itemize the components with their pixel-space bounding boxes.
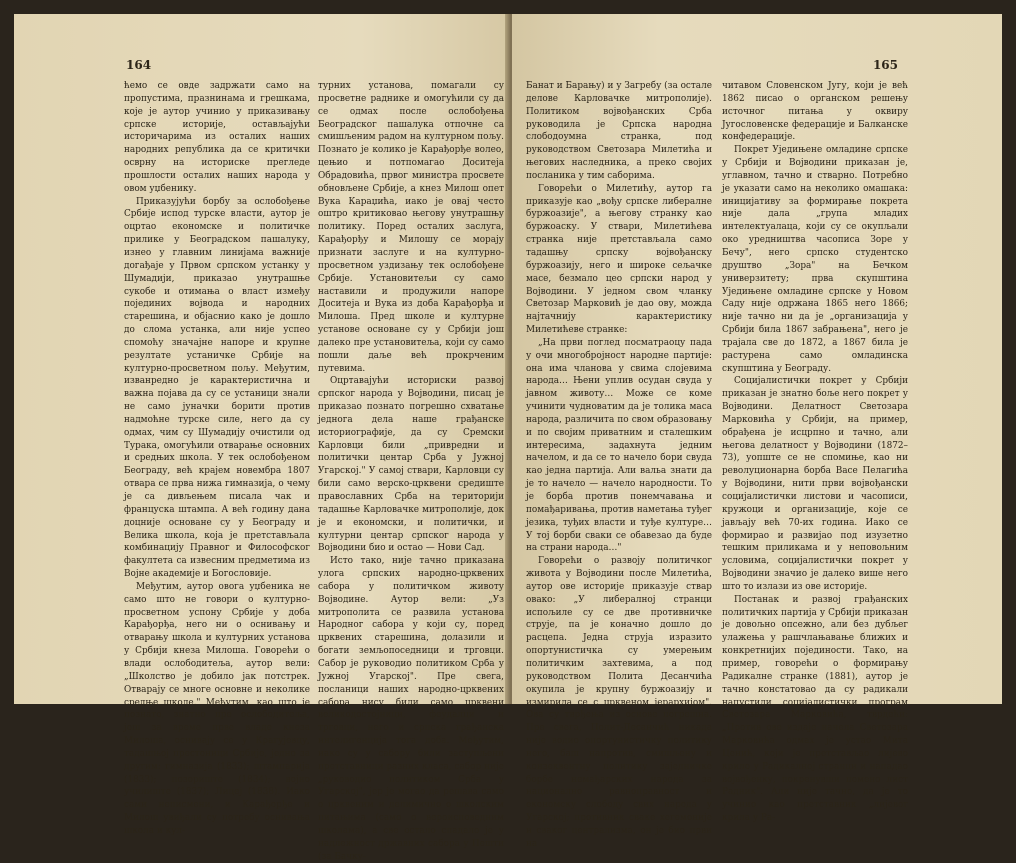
paragraph: „На први поглед посматраоцу пада у очи многобројност народне партије: она има чланова у свима слојевима народа… Њени уплив осудан свуда у јавном животу… Може се коме учинити чудноватим да је толика маса народа, различита по свом образовању и по својим приватним и сталешким интересима, задахнута једним начелом, и да се то начело бори свуда као једна партија. Али вальа знати да је то начело — начело народности. То је борба против понемчавања и помађаривања, против наметања туђег језика, туђих власти и туђе културе… У тој борби сваки се обавезао да буде на страни народа…" (526, 337, 712, 554)
paragraph: Банат и Барању) и у Загребу (за остале делове Карловачке митрополије). Политиком војвођанских Срба руководила је Српска народна слободоумна странка, под руководством Светозара Милетића и његових наследника, а преко својих посланика у тим саборима. (526, 81, 712, 181)
paragraph: Оцртавајући историски развој српског народа у Војводини, писац је приказао познато погрешно схватање једнога дела наше грађанске историографије, да су Сремски Карловци били „привредни и политички центар Срба у Јужној Угарској." У самој ствари, Карловци су били само верско-црквени средиште православних Срба на територији тадашње Карловачке митрополије, док је и економски, и политички, и културни центар српског народа у Војводини био и остао — Нови Сад. (318, 376, 504, 554)
page-number: 164 (126, 58, 152, 72)
paragraph: Покрет Уједињене омладине српске у Србији и Војводини приказан је, углавном, тачно и стварно. Потребно је указати само на неколико омашака: иницијативу за формирање покрета није дала „група младих интелектуалаца, који су се окупљали око уредништва часописа Зоре у Бечу", него српско студентско друштво „Зора" на Бечком универзитету; прва скупштина Уједињене омладине српске у Новом Саду није одржана 1865 него 1866; није тачно ни да је „организација у Србији била 1867 забрањена", него је трајала све до 1872, а 1867 била је растурена само омладинска скупштина у Београду. (722, 145, 908, 374)
right-page (512, 14, 1002, 849)
paragraph: ћемо се овде задржати само на пропустима, празнинама и грешкама, које је аутор учинио у приказивању српске историје, остављајући историчарима из осталих наших народних република да се критички осврну на историске прегледе прошлости осталих наших народа у овом уџбенику. (124, 81, 310, 194)
paragraph: Постанак и развој грађанских политичких партија у Србији приказан је довољно опсежно, али без дубљег улажења у рашчлањавање ближих и конкретнијих појединости. Тако, на пример, говорећи о формирању Радикалне странке (1881), аутор је тачно констатовао да су радикали напустили социјалистички програм Светозара Марковића, тврдећи: „Против ове издаје начела Светозара Марковића одмах је устао Мита Ценић, који је претстављао лијево крило у Радикалној странци и нападао војвођенку, покренувши помено лист Радник". Али није тачно, да је то учинио као претставник „лијевог крила у Ра- (722, 594, 908, 824)
paragraph: Говорећи о развоју политичког живота у Војводини после Милетића, аутор ове историје приказује ствар овако: „У либералној странци испољиле су се две противничке струје, па је коначно дошло до расцепа. Једна струја изразито опортунистичка су умерењим политичким захтевима, а под руководством Полита Десанчића окупила је крупну буржоазију и измирила се с црквеном јерархијом". Ова су тврђења из основе погрешна. Пре свега, Полит-Десанчић никада није водио опортунистичку политику него, баш напротив, смишљену и конзеквентну политику заједничке борбе немађарских народа за национално равноправност и економску слободу свих народа у Угарској; противник сваке хегемоније и сваког централизма, он је био први на (526, 556, 712, 849)
paragraph: Приказујући борбу за ослобођење Србије испод турске власти, аутор је оцртао економске и политичке прилике у Београдском пашалуку, изнео у главним линијама важније догађаје у Првом српском устанку у Шумадији, приказао унутрашње сукобе и отимања о власт између појединих војвода и народних старешина, и објаснио како је дошло до слома устанка, али није успео спомоћу значајне напоре и крупне резултате устаничке Србије на културно-просветном пољу. Међутим, изванредно је карактеристична и важна појава да су се устаници знали не само јуначки борити против надмоћне турске силе, него да су одмах, чим су Шумадију очистили од Турака, омогућили отварање основних и средњих школа. У тек ослобођеном Београду, већ крајем новембра 1807 отвара се прва нижа гимназија, о чему је са дивљењем писала чак и француска штампа. А већ годину дана доцније основане су у Београду и Велика школа, која је претстављала комбинацију Правног и Философског факултета са извесним предметима из Војне академије и Богословије. (124, 196, 310, 580)
left-page (14, 14, 510, 862)
text-column (526, 80, 712, 851)
paragraph: турних установа, помагали су просветне раднике и омогућили су да се одмах после ослобођења Београдског пашалука отпочне са смишљеним радом на културном пољу. Познато је колико је Карађорђе волео, цењио и потпомагао Доситеја Обрадовића, првог министра просвете обновљене Србије, а кнез Милош опет Вука Караџића, иако је овај често оштро критиковао његову унутрашњу политику. Поред осталих заслуга, Карађорђу и Милошу се морају признати заслуге и на културно-просветном уздизању тек ослобођене Србије. Установитељи су само наставили и продужили напоре Доситеја и Вука из доба Карађорђа и Милоша. Пред школе и културне установе основане су у Србији још далеко пре установитеља, који су само пошли даље већ прокрченим путевима. (318, 81, 504, 374)
paragraph: Говорећи о Милетићу, аутор га приказује као „вођу српске либералне буржоазије", а његову странку као буржоаску. У ствари, Милетићева странка није претстављала само тадашњу српску војвођанску буржоазију, него и широке сељачке масе, безмало цео српски народ у Војводини. У једном свом чланку Светозар Марковић је дао ову, можда најтачнију карактеристику Милетићеве странке: (526, 183, 712, 336)
paragraph: Исто тако, није тачно приказана улога српских народно-црквених сабора у политичком животу Војводине. Аутор вели: „Уз митрополита се развила установа Народног сабора у који су, поред црквених старешина, долазили и богати земљопоседници и трговци. Сабор је руководио политиком Срба у Јужној Угарској". Пре свега, посланици наших народно-црквених сабора нису били само црквени великодостојници, феудалци и трговци, него и српска грађанска интелигенција тога доба. Међутим, иако су у сабору били заступљени претставници разних класа, сабор није „руководио политиком Срба у Угарској", јер је могао да решава само о црквеним и делимично о школским питањима (само о вероисповедним школама), а све остало спадало је у надлежност државних сабора у Пешти (за Бачку- (318, 556, 504, 862)
paragraph: Међутим, аутор овога уџбеника не само што не говори о културно-просветном успону Србије у доба Карађорђа, него ни о оснивању и отварању школа и културних установа у Србији кнеза Милоша. Говорећи о влади ослободитеља, аутор вели: „Школство је добило јак потстрек. Отварају се многе основне и неколике средње школе." Међутим, као што је познато, знатно пре ослободитеља, још за време прве владе кнеза Милоша, оснивају се у Крагујевцу, тадашњој престоници Србије, једно за другим: гимназија (1833); штампарија (1833); позориште (1834); војно училиште (1837); Лицеј (1838). Иако сами неписмени, и Карађорђе и Милош увиђали су потребу оснивања школа и кул- (124, 581, 310, 836)
text-column (318, 80, 504, 863)
text-column (722, 80, 908, 825)
paragraph: Социјалистички покрет у Србији приказан је знатно боље него покрет у Војводини. Делатност Светозара Марковића у Србији, на пример, обрађена је исцрпно и тачно, али његова делатност у Војводини (1872–73), уопште се не спомиње, као ни револуционарна борба Васе Пелагића у Војводини, нити први војвођански социјалистички листови и часописи, кружоци и организације, које се јављају већ 70-их година. Иако се формирао и развијао под изузетно тешким приликама и у неповољним условима, социјалистички покрет у Војводини значио је далеко више него што то излази из ове историје. (722, 376, 908, 592)
paragraph: читавом Словенском Југу, који је већ 1862 писао о органском решењу источног питања у оквиру Југословенске федерације и Балканске конфедерације. (722, 81, 908, 143)
text-column (124, 80, 310, 838)
page-number: 165 (872, 58, 898, 72)
